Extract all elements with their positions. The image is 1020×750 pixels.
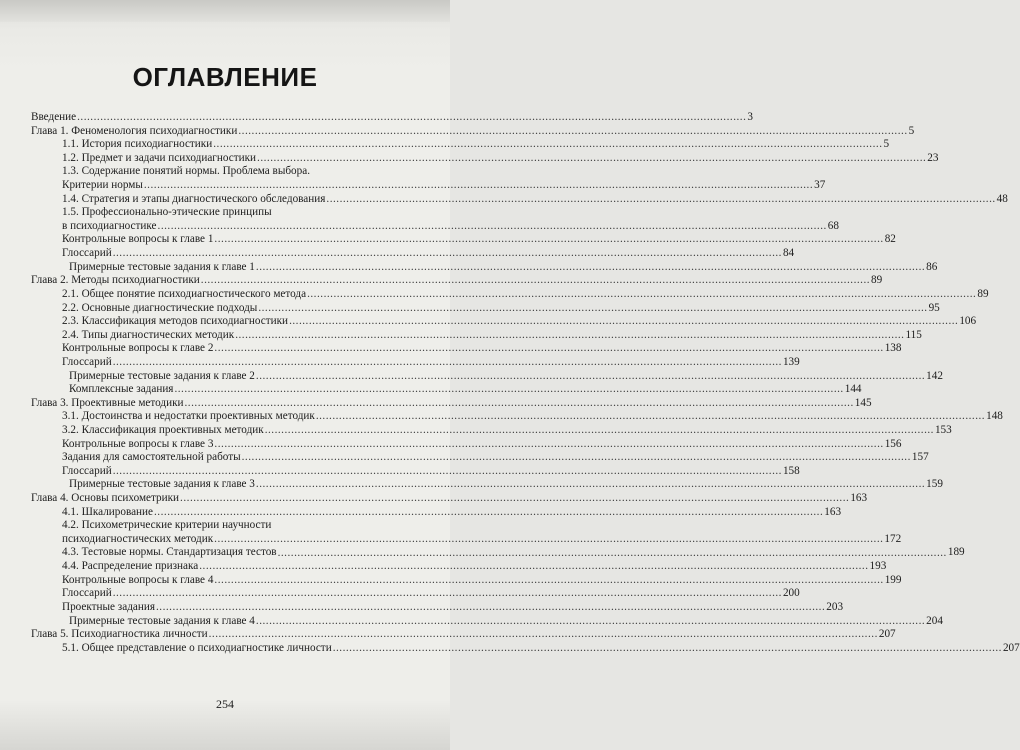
toc-entry-page: 159 xyxy=(926,478,943,491)
toc-entry-page: 172 xyxy=(884,532,902,545)
toc-entry-page: 189 xyxy=(947,546,965,559)
toc-entry-page: 115 xyxy=(905,328,922,341)
toc-entry-page: 139 xyxy=(782,355,800,368)
toc-entry-label: 2.4. Типы диагностических методик xyxy=(62,328,235,341)
toc-entry-label: 1.2. Предмет и задачи психодиагностики xyxy=(62,151,257,164)
table-of-contents xyxy=(31,110,1020,655)
toc-entry xyxy=(31,505,842,520)
toc-entry xyxy=(31,396,872,411)
toc-entry-label: Глава 1. Феноменология психодиагностики xyxy=(31,124,238,137)
toc-entry-page: 86 xyxy=(926,260,938,273)
toc-entry xyxy=(31,274,883,288)
dot-leader xyxy=(326,193,995,207)
toc-entry xyxy=(31,519,420,533)
dot-leader xyxy=(77,111,746,125)
toc-entry-label: Задания для самостоятельной работы xyxy=(62,451,241,464)
toc-entry-label: 4.4. Распределение признака xyxy=(62,560,199,573)
toc-entry-label: 2.3. Классификация методов психодиагностики xyxy=(62,315,289,328)
dot-leader xyxy=(113,356,782,370)
toc-entry xyxy=(31,219,839,234)
toc-entry xyxy=(31,165,420,179)
toc-entry xyxy=(31,151,939,166)
toc-entry-label: Глоссарий xyxy=(62,587,112,600)
toc-entry-label: 3.2. Классификация проективных методик xyxy=(62,424,264,436)
toc-entry xyxy=(31,301,940,316)
toc-entry xyxy=(31,437,902,452)
dot-leader xyxy=(213,138,882,152)
toc-entry-label: Примерные тестовые задания к главе 2 xyxy=(69,369,255,382)
toc-entry xyxy=(31,110,753,125)
toc-entry xyxy=(31,233,896,247)
toc-entry-page: 157 xyxy=(911,451,929,464)
toc-entry-page: 203 xyxy=(826,600,844,613)
toc-entry-page: 145 xyxy=(854,396,872,409)
toc-entry-label: 1.5. Профессионально-этические принципы xyxy=(62,206,272,219)
toc-entry-label: 4.1. Шкалирование xyxy=(62,505,153,518)
toc-entry-label: Глава 5. Психодиагностика личности xyxy=(31,628,208,641)
toc-entry xyxy=(31,546,965,561)
dot-leader xyxy=(256,261,925,275)
toc-entry-page: 5 xyxy=(908,124,915,137)
dot-leader xyxy=(235,329,904,343)
toc-entry-label: 4.3. Тестовые нормы. Стандартизация тестов xyxy=(62,546,277,559)
toc-entry-label: 2.1. Общее понятие психодиагностического метода xyxy=(62,287,307,300)
toc-entry xyxy=(31,192,1008,207)
toc-entry-page: 163 xyxy=(850,492,868,505)
toc-entry-label: Контрольные вопросы к главе 1 xyxy=(62,233,214,246)
toc-entry-label: Контрольные вопросы к главе 4 xyxy=(62,573,214,586)
dot-leader xyxy=(214,342,883,356)
dot-leader xyxy=(154,506,823,520)
dot-leader xyxy=(242,451,911,465)
toc-entry-label: Примерные тестовые задания к главе 1 xyxy=(69,260,255,273)
toc-entry-label: психодиагностических методик xyxy=(62,532,214,545)
toc-entry xyxy=(31,628,896,642)
toc-entry xyxy=(31,410,1003,424)
dot-leader xyxy=(316,410,985,424)
dot-leader xyxy=(180,492,849,506)
toc-entry-label: Глоссарий xyxy=(62,464,112,477)
toc-entry xyxy=(31,260,938,275)
toc-entry-label: Глава 4. Основы психометрики xyxy=(31,492,180,505)
toc-entry xyxy=(31,206,420,220)
toc-entry xyxy=(31,451,929,465)
dot-leader xyxy=(113,587,782,601)
toc-entry-label: Глава 3. Проективные методики xyxy=(31,396,184,409)
toc-entry-label: Примерные тестовые задания к главе 4 xyxy=(69,614,255,627)
toc-entry-label: Введение xyxy=(31,110,77,123)
dot-leader xyxy=(144,179,813,193)
dot-leader xyxy=(214,438,883,452)
toc-entry-page: 142 xyxy=(926,369,943,382)
toc-entry-label: Глоссарий xyxy=(62,247,112,260)
toc-entry xyxy=(31,355,800,370)
toc-entry xyxy=(31,492,868,506)
dot-leader xyxy=(214,533,883,547)
dot-leader xyxy=(265,424,934,438)
dot-leader xyxy=(258,302,927,316)
toc-entry-page: 163 xyxy=(824,505,842,518)
dot-leader xyxy=(214,233,883,247)
toc-entry-label: Примерные тестовые задания к главе 3 xyxy=(69,478,255,491)
toc-entry xyxy=(31,478,943,492)
toc-entry xyxy=(31,247,795,261)
toc-entry-page: 158 xyxy=(782,464,800,477)
toc-entry-page: 193 xyxy=(869,560,887,573)
toc-entry xyxy=(31,124,915,139)
toc-entry xyxy=(31,138,890,152)
dot-leader xyxy=(113,247,782,261)
toc-entry-label: 1.4. Стратегия и этапы диагностического обследования xyxy=(62,192,326,205)
toc-entry-page: 95 xyxy=(928,301,940,314)
page-top-edge xyxy=(0,0,450,22)
dot-leader xyxy=(256,615,925,629)
toc-entry-label: 1.3. Содержание понятий нормы. Проблема выбора. xyxy=(62,165,310,178)
dot-leader xyxy=(209,628,878,642)
dot-leader xyxy=(174,383,843,397)
toc-entry-page: 156 xyxy=(884,437,902,450)
toc-entry-page: 3 xyxy=(747,110,753,123)
toc-entry-page: 207 xyxy=(878,628,896,641)
toc-entry-label: Контрольные вопросы к главе 3 xyxy=(62,437,214,450)
toc-entry-label: в психодиагностике xyxy=(62,219,157,232)
dot-leader xyxy=(238,125,907,139)
dot-leader xyxy=(158,220,827,234)
toc-entry-label: Критерии нормы xyxy=(62,179,143,192)
dot-leader xyxy=(113,465,782,479)
toc-entry-page: 200 xyxy=(782,587,800,600)
toc-entry-label: 3.1. Достоинства и недостатки проективных методик xyxy=(62,410,315,423)
toc-entry xyxy=(31,424,952,438)
toc-entry xyxy=(31,614,943,629)
toc-entry-page: 89 xyxy=(977,287,989,300)
toc-entry-page: 199 xyxy=(884,573,902,586)
dot-leader xyxy=(214,574,883,588)
dot-leader xyxy=(257,152,926,166)
toc-entry xyxy=(31,532,902,547)
toc-entry-page: 148 xyxy=(986,410,1003,423)
toc-entry-page: 106 xyxy=(959,315,977,328)
dot-leader xyxy=(307,288,976,302)
toc-entry-page: 23 xyxy=(927,151,939,164)
dot-leader xyxy=(256,370,925,384)
toc-entry xyxy=(31,641,1020,656)
page-number: 254 xyxy=(216,697,234,711)
toc-entry xyxy=(31,464,800,479)
toc-entry-label: 1.1. История психодиагностики xyxy=(62,138,213,151)
toc-entry xyxy=(31,287,989,302)
toc-entry-page: 144 xyxy=(844,383,862,396)
dot-leader xyxy=(199,560,868,574)
dot-leader xyxy=(185,397,854,411)
toc-entry xyxy=(31,573,902,588)
toc-entry-page: 84 xyxy=(782,247,795,260)
toc-entry-page: 207 xyxy=(1002,641,1020,654)
toc-entry xyxy=(31,369,943,384)
toc-entry-label: 5.1. Общее представление о психодиагностике личности xyxy=(62,641,332,654)
dot-leader xyxy=(333,642,1002,656)
dot-leader xyxy=(256,478,925,492)
toc-entry xyxy=(31,315,977,329)
toc-entry-label: Комплексные задания xyxy=(69,383,174,396)
toc-entry xyxy=(31,328,922,343)
toc-entry xyxy=(31,383,862,397)
toc-entry-label: Глоссарий xyxy=(62,355,112,368)
toc-entry-label: Контрольные вопросы к главе 2 xyxy=(62,342,214,355)
toc-entry-page: 48 xyxy=(996,192,1008,205)
toc-entry-label: 2.2. Основные диагностические подходы xyxy=(62,301,258,314)
toc-entry-label: Проектные задания xyxy=(62,600,155,613)
toc-entry-label: 4.2. Психометрические критерии научности xyxy=(62,519,272,532)
toc-entry-page: 82 xyxy=(884,233,896,246)
toc-entry xyxy=(31,587,800,601)
toc-entry-page: 89 xyxy=(871,274,883,287)
toc-entry-page: 204 xyxy=(926,614,943,627)
toc-entry-page: 68 xyxy=(827,219,839,232)
toc-entry xyxy=(31,560,887,574)
toc-entry-page: 153 xyxy=(934,424,952,436)
dot-leader xyxy=(278,547,947,561)
toc-entry xyxy=(31,179,826,193)
toc-entry-page: 138 xyxy=(884,342,902,355)
dot-leader xyxy=(201,274,870,288)
toc-entry xyxy=(31,600,844,615)
page-title: ОГЛАВЛЕНИЕ xyxy=(132,62,318,92)
toc-entry-label: Глава 2. Методы психодиагностики xyxy=(31,274,200,287)
dot-leader xyxy=(156,601,825,615)
dot-leader xyxy=(289,315,958,329)
toc-entry-page: 5 xyxy=(883,138,890,151)
toc-entry-page: 37 xyxy=(814,179,826,192)
toc-entry xyxy=(31,342,902,356)
